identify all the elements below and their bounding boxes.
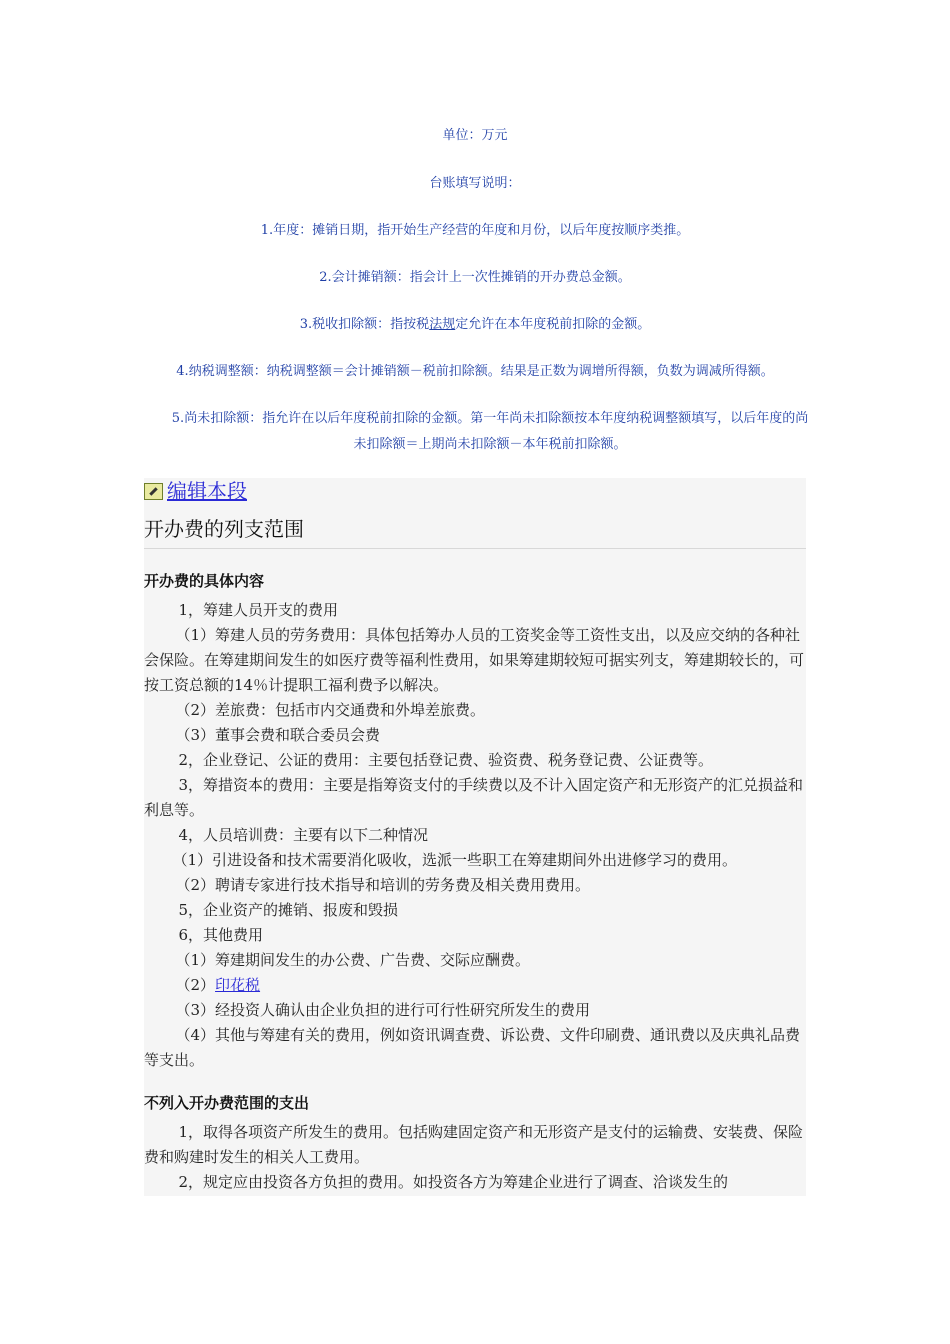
- list-item: （1）引进设备和技术需要消化吸收，选派一些职工在筹建期间外出进修学习的费用。: [172, 851, 738, 869]
- section-title: 开办费的列支范围: [144, 517, 304, 541]
- list-item: （1）筹建人员的劳务费用：具体包括筹办人员的工资奖金等工资性支出，以及应交纳的各种社会保险。在筹建期间发生的如医疗费等福利性费用，如果筹建期较短可据实列支，筹建期较长的，可按工资总额的14％计提职工福利费予以解决。: [144, 626, 805, 694]
- subheading-contents: 开办费的具体内容: [144, 572, 265, 590]
- notes-title: 台账填写说明：: [429, 176, 521, 191]
- unit-line: 单位：万元: [442, 128, 508, 143]
- note-item-2: 2.会计摊销额：指会计上一次性摊销的开办费总金额。: [319, 270, 631, 285]
- subheading-excluded: 不列入开办费范围的支出: [144, 1094, 310, 1112]
- note-item-4: 4.纳税调整额：纳税调整额＝会计摊销额－税前扣除额。结果是正数为调增所得额，负数为调减所得额。: [176, 364, 774, 379]
- list-item: （3）经投资人确认由企业负担的进行可行性研究所发生的费用: [175, 1001, 591, 1019]
- edit-section-link[interactable]: 编辑本段: [167, 479, 247, 503]
- regulation-link[interactable]: 法规: [429, 317, 456, 332]
- list-item: （4）其他与筹建有关的费用，例如资讯调查费、诉讼费、文件印刷费、通讯费以及庆典礼品费等支出。: [144, 1026, 801, 1069]
- excluded-list: [144, 1120, 806, 1195]
- list-item: 5，企业资产的摊销、报废和毁损: [178, 901, 399, 919]
- note-item-1: 1.年度：摊销日期，指开始生产经营的年度和月份，以后年度按顺序类推。: [260, 223, 690, 238]
- stamp-tax-link[interactable]: 印花税: [215, 976, 261, 994]
- list-item: （3）董事会费和联合委员会费: [175, 726, 381, 744]
- list-item: 3，筹措资本的费用：主要是指筹资支付的手续费以及不计入固定资产和无形资产的汇兑损益和利息等。: [144, 776, 804, 819]
- list-item: （2）印花税: [175, 976, 261, 994]
- list-item: 1，取得各项资产所发生的费用。包括购建固定资产和无形资产是支付的运输费、安装费、保险费和购建时发生的相关人工费用。: [144, 1123, 804, 1166]
- note-item-3: 3.税收扣除额：指按税法规定允许在本年度税前扣除的金额。: [299, 317, 651, 332]
- article-section: [144, 478, 806, 1196]
- note-item-5: 5.尚未扣除额：指允许在以后年度税前扣除的金额。第一年尚未扣除额按本年度纳税调整额填写，以后年度的尚未扣除额＝上期尚未扣除额－本年税前扣除额。: [171, 411, 809, 452]
- section-divider: [144, 548, 806, 549]
- list-item: （2）聘请专家进行技术指导和培训的劳务费及相关费用费用。: [175, 876, 591, 894]
- list-item: 4，人员培训费：主要有以下二种情况: [178, 826, 429, 844]
- list-item: （2）差旅费：包括市内交通费和外埠差旅费。: [175, 701, 486, 719]
- edit-icon[interactable]: [144, 483, 163, 500]
- list-item: 2，企业登记、公证的费用：主要包括登记费、验资费、税务登记费、公证费等。: [178, 751, 714, 769]
- list-item: （1）筹建期间发生的办公费、广告费、交际应酬费。: [175, 951, 531, 969]
- list-item: 6，其他费用: [178, 926, 264, 944]
- contents-list: [144, 598, 806, 1073]
- list-item: 1，筹建人员开支的费用: [178, 601, 339, 619]
- list-item: 2，规定应由投资各方负担的费用。如投资各方为筹建企业进行了调查、洽谈发生的: [178, 1173, 729, 1191]
- edit-section-row[interactable]: [144, 478, 247, 504]
